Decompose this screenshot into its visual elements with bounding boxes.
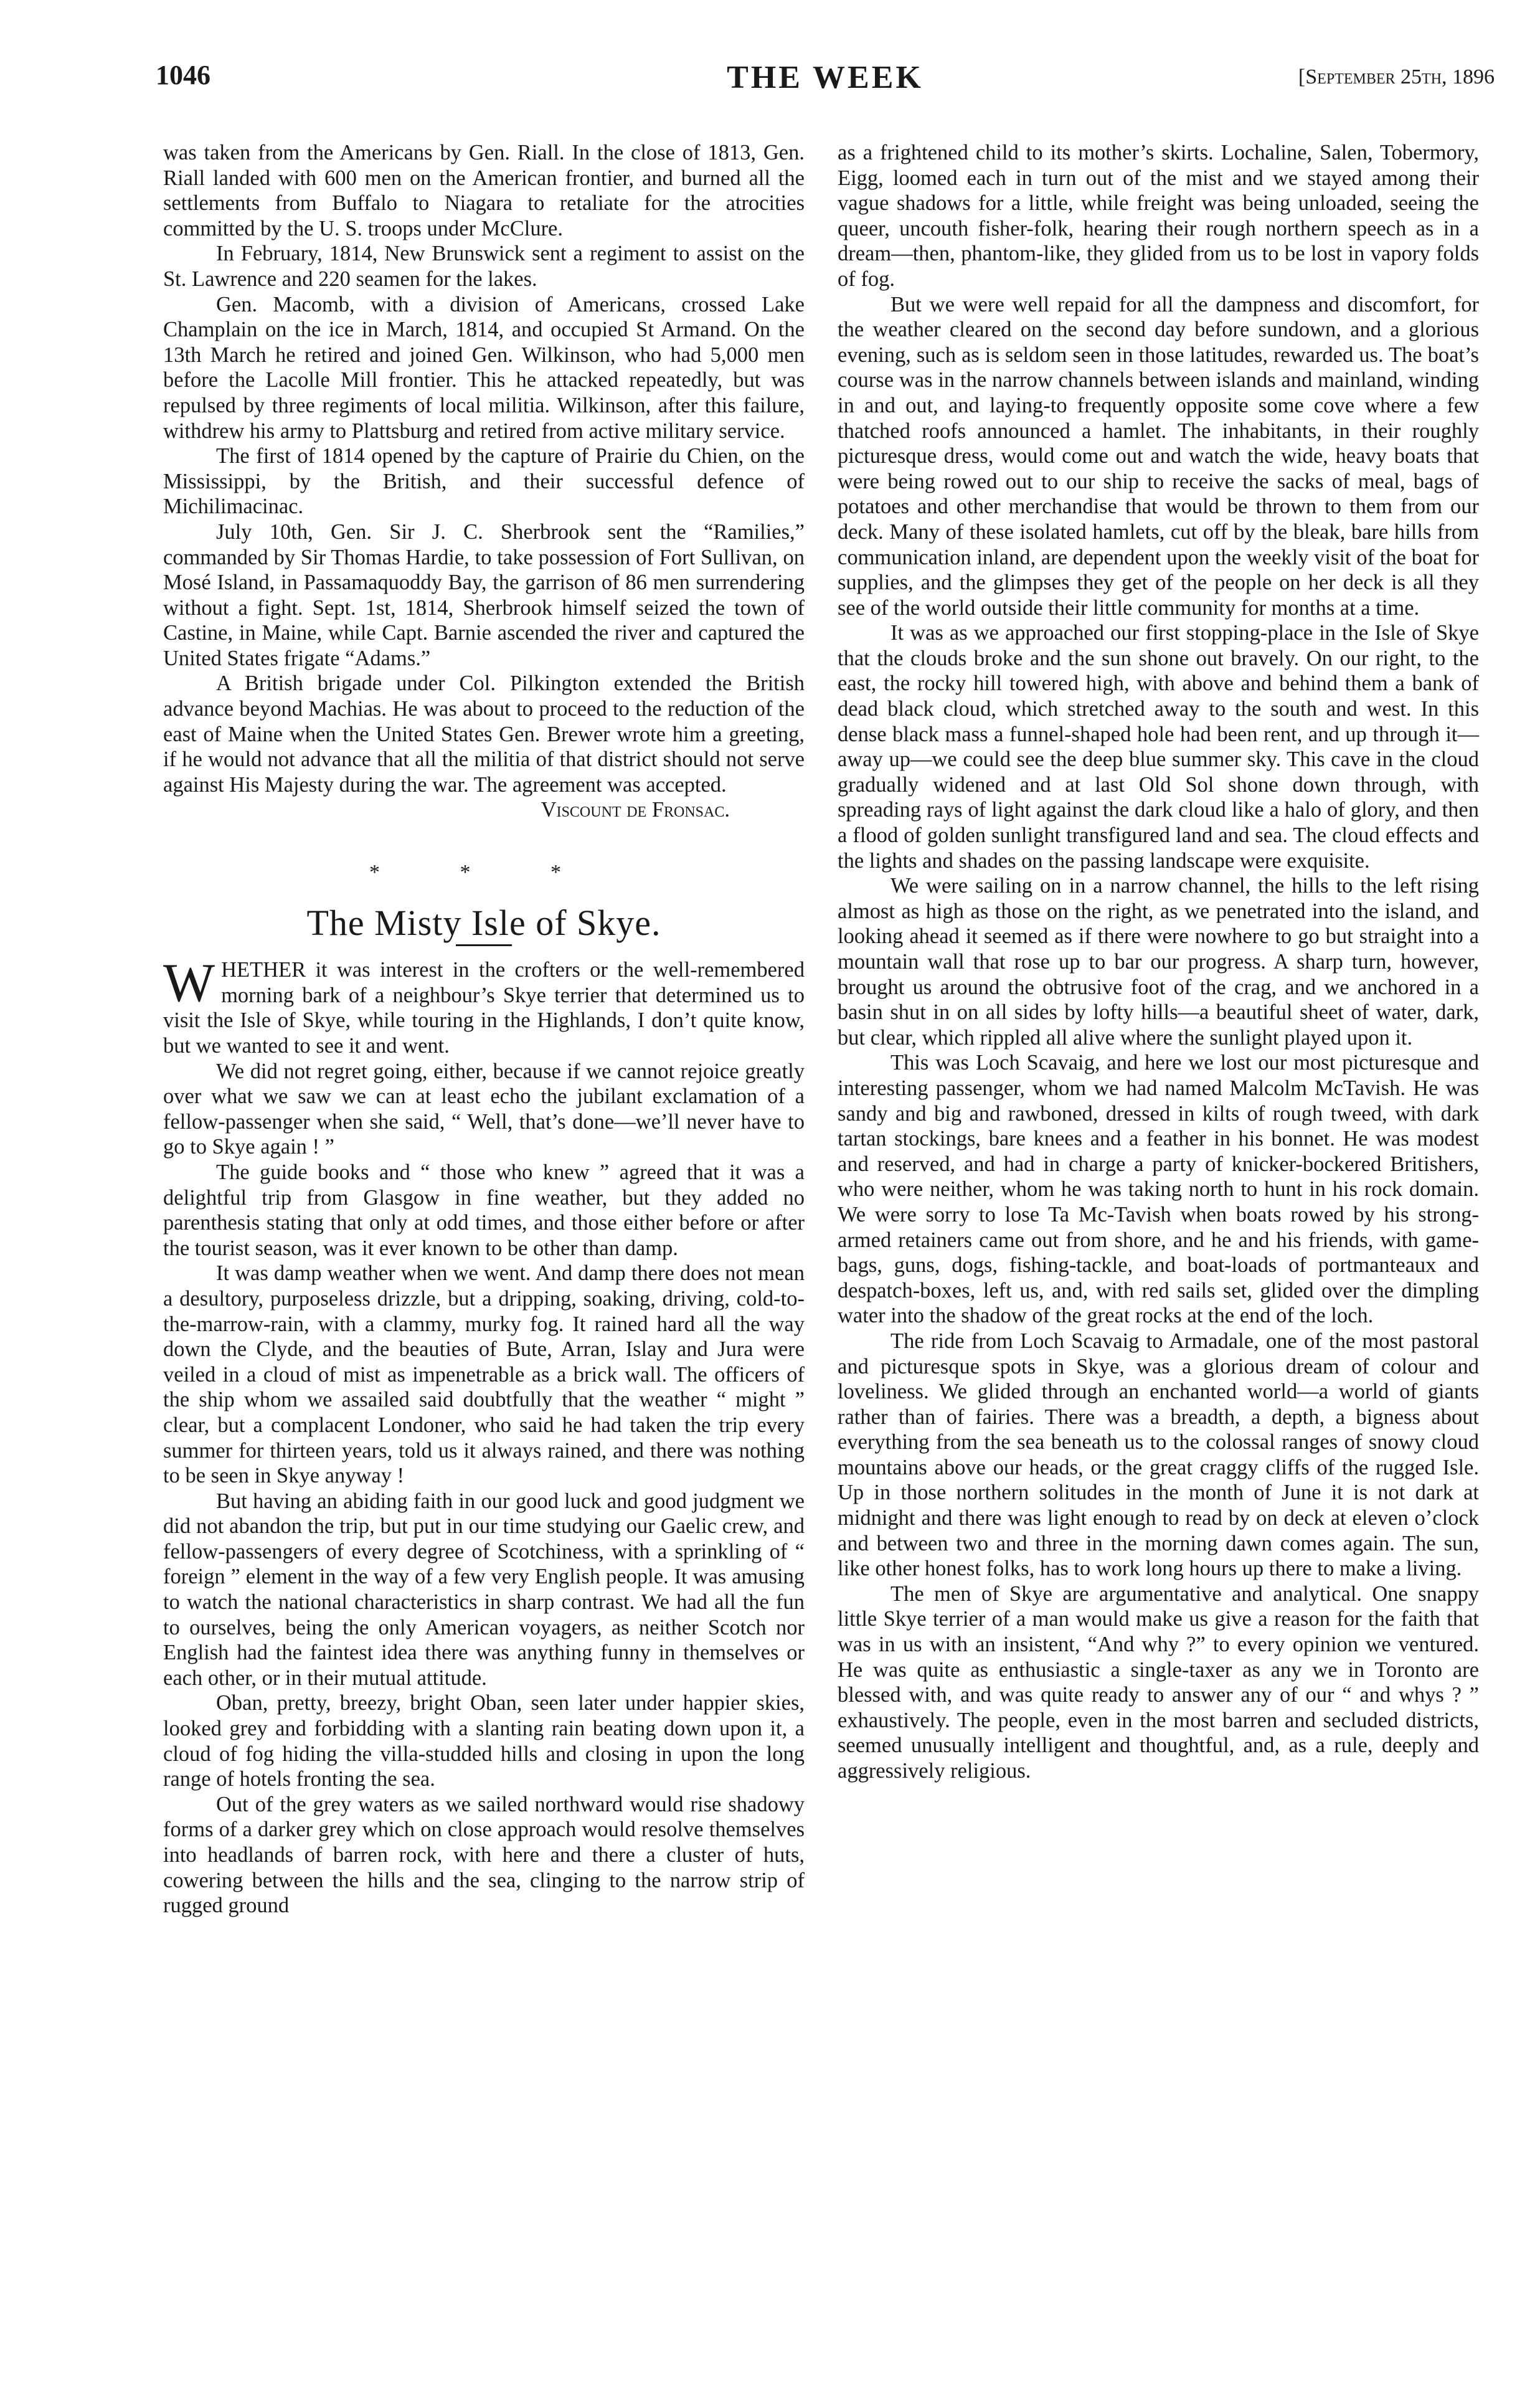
title-rule [456,944,512,946]
article-title: The Misty Isle of Skye. [306,902,661,943]
author-signature: Viscount de Fronsac. [541,798,730,822]
paragraph: We did not regret going, either, because if we cannot rejoice greatly over what we saw we can at least echo the jubilant exclamation of a fellow-passenger when she said, “ Well, that’s done—we’ll never have to go to Skye again ! ” [163,1059,805,1159]
paragraph: The men of Skye are argumentative and analytical. One snappy little Skye terrier of a man would make us give a reason for the faith that was in us with an insistent, “And why ?” to every opinion we ventured. He was quite as enthusiastic a single-taxer as any we in Toronto are blessed with, and was quite ready to answer any of our “ and whys ? ” exhaustively. The people, even in the most barren and secluded districts, seemed unusually intelligent and thoughtful, and, as a rule, deeply and aggressively religious. [838,1581,1479,1783]
journal-title: THE WEEK [727,60,924,95]
paragraph: We were sailing on in a narrow channel, the hills to the left rising almost as high as those on the right, as we penetrated into the island, and looking ahead it seemed as if there were nowhere to go but straight into a mountain wall that rose up to bar our progress. A sharp turn, however, brought us around the obtrusive foot of the crag, and we anchored in a basin shut in on all sides by lofty hills—a beautiful sheet of water, dark, but clear, which rippled all alive where the sunlight played upon it. [838,874,1479,1050]
paragraph: It was damp weather when we went. And damp there does not mean a desultory, purposeless drizzle, but a dripping, soaking, driving, cold-to-the-marrow-rain, with a clammy, murky fog. It rained hard all the way down the Clyde, and the beauties of Bute, Arran, Islay and Jura were veiled in a cloud of mist as impenetrable as a brick wall. The officers of the ship whom we assailed said doubtfully that the weather “ might ” clear, but a complacent Londoner, who said he had taken the trip every summer for thirteen years, told us it always rained, and there was nothing to be seen in Skye anyway ! [163,1261,805,1488]
right-column [838,140,1479,1784]
article-body-left [163,1059,805,1918]
article-first-paragraph [163,953,805,1058]
first-paragraph-text: HETHER it was interest in the crofters or the well-remembered morning bark of a neighbour’s Skye terrier that determined us to visit the Isle of Skye, while touring in the Highlands, I don’t quite know, but we wanted to see it and went. [163,958,805,1058]
article-body-right [838,140,1479,1784]
issue-date: [September 25th, 1896 [1298,65,1495,88]
paragraph: Out of the grey waters as we sailed northward would rise shadowy forms of a darker grey which on close approach would resolve themselves into headlands of barren rock, with here and there a cluster of huts, cowering between the hills and the sea, clinging to the narrow strip of rugged ground [163,1792,805,1918]
paragraph: Gen. Macomb, with a division of Americans, crossed Lake Champlain on the ice in March, 1814, and occupied St Armand. On the 13th March he retired and joined Gen. Wilkinson, who had 5,000 men before the Lacolle Mill frontier. This he attacked repeatedly, but was repulsed by three regiments of local militia. Wilkinson, after this failure, withdrew his army to Plattsburg and retired from active military service. [163,292,805,443]
page-number: 1046 [156,60,210,90]
section-separator: * * * [369,861,598,884]
paragraph: This was Loch Scavaig, and here we lost our most picturesque and interesting passenger, whom we had named Malcolm McTavish. He was sandy and big and rawboned, dressed in kilts of rough tweed, with dark tartan stockings, bare knees and a feather in his bonnet. He was modest and reserved, and had in charge a party of knicker-bockered Britishers, who were neither, whom he was taking north to hunt in his rock domain. We were sorry to lose Ta Mc-Tavish when boats rowed by his strong-armed retainers came out from shore, and he and his friends, with game-bags, guns, dogs, fishing-tackle, and boat-loads of portmanteaux and despatch-boxes, left us, and, with red sails set, glided over the dimpling water into the shadow of the great rocks at the end of the loch. [838,1051,1479,1328]
paragraph: In February, 1814, New Brunswick sent a regiment to assist on the St. Lawrence and 220 seamen for the lakes. [163,242,805,291]
paragraph: Oban, pretty, breezy, bright Oban, seen later under happier skies, looked grey and forbidding with a slanting rain beating down upon it, a cloud of fog hiding the villa-studded hills and closing in upon the long range of hotels fronting the sea. [163,1691,805,1791]
paragraph: But having an abiding faith in our good luck and good judgment we did not abandon the trip, but put in our time studying our Gaelic crew, and fellow-passengers of every degree of Scotchiness, with a sprinkling of “ foreign ” element in the way of a few very English people. It was amusing to watch the national characteristics in sharp contrast. We had all the fun to ourselves, being the only American voyagers, as neither Scotch nor English had the faintest idea there was anything funny in themselves or each other, or in their mutual attitude. [163,1489,805,1690]
paragraph: A British brigade under Col. Pilkington extended the British advance beyond Machias. He was about to proceed to the reduction of the east of Maine when the United States Gen. Brewer wrote him a greeting, if he would not advance that all the militia of that district should not serve against His Majesty during the war. The agreement was accepted. [163,671,805,797]
paragraph: The first of 1814 opened by the capture of Prairie du Chien, on the Mississippi, by the British, and their successful defence of Michilimacinac. [163,444,805,519]
paragraph: July 10th, Gen. Sir J. C. Sherbrook sent the “Ramilies,” commanded by Sir Thomas Hardie, to take possession of Fort Sullivan, on Mosé Island, in Passamaquoddy Bay, the garrison of 86 men surrendering without a fight. Sept. 1st, 1814, Sherbrook himself seized the town of Castine, in Maine, while Capt. Barnie ascended the river and captured the United States frigate “Adams.” [163,519,805,670]
paragraph: The ride from Loch Scavaig to Armadale, one of the most pastoral and picturesque spots in Skye, was a glorious dream of colour and loveliness. We glided through an enchanted world—a world of giants rather than of fairies. There was a breadth, a depth, a bigness about everything from the sea beneath us to the colossal ranges of snowy cloud mountains above our heads, or the great craggy cliffs of the rugged Isle. Up in those northern solitudes in the month of June it is not dark at midnight and there was light enough to read by on deck at eleven o’clock and between two and three in the morning dawn comes again. The sun, like other honest folks, has to work long hours up there to make a living. [838,1329,1479,1581]
paragraph: But we were well repaid for all the dampness and discomfort, for the weather cleared on the second day before sundown, and a glorious evening, such as is seldom seen in those latitudes, rewarded us. The boat’s course was in the narrow channels between islands and mainland, winding in and out, and laying-to frequently opposite some cove where a few thatched roofs announced a hamlet. The inhabitants, in their roughly picturesque dress, would come out and watch the wide, heavy boats that were being rowed out to our ship to receive the sacks of meal, bags of potatoes and other merchandise that would be thrown to them from our deck. Many of these isolated hamlets, cut off by the bleak, bare hills from communication inland, are dependent upon the weekly visit of the boat for supplies, and the glimpses they get of the people on her deck is all they see of the world outside their little community for months at a time. [838,292,1479,620]
paragraph: It was as we approached our first stopping-place in the Isle of Skye that the clouds broke and the sun shone out bravely. On our right, to the east, the rocky hill towered high, with above and behind them a bank of dead black cloud, which stretched away to the south and west. In this dense black mass a funnel-shaped hole had been rent, and up through it—away up—we could see the deep blue summer sky. This cave in the cloud gradually widened and at last Old Sol shone down through, with spreading rays of light against the dark cloud like a halo of glory, and then a flood of golden sunlight transfigured land and sea. The cloud effects and the lights and shades on the passing landscape were exquisite. [838,621,1479,873]
paragraph: as a frightened child to its mother’s skirts. Lochaline, Salen, Tobermory, Eigg, loomed each in turn out of the mist and we stayed among their vague shadows for a little, while freight was being unloaded, seeing the queer, uncouth fisher-folk, hearing their rough northern speech as in a dream—then, phantom-like, they glided from us to be lost in vapory folds of fog. [838,141,1479,291]
paragraph: The guide books and “ those who knew ” agreed that it was a delightful trip from Glasgow in fine weather, but they added no parenthesis stating that only at odd times, and those either before or after the tourist season, was it ever known to be other than damp. [163,1160,805,1260]
article-continuation [163,140,805,797]
page-header [156,59,1495,109]
drop-cap: W [163,953,215,1014]
paragraph: was taken from the Americans by Gen. Riall. In the close of 1813, Gen. Riall landed with 600 men on the American frontier, and burned all the settlements from Buffalo to Niagara to retaliate for the atrocities committed by the U. S. troops under McClure. [163,141,805,240]
left-column [163,140,805,1918]
